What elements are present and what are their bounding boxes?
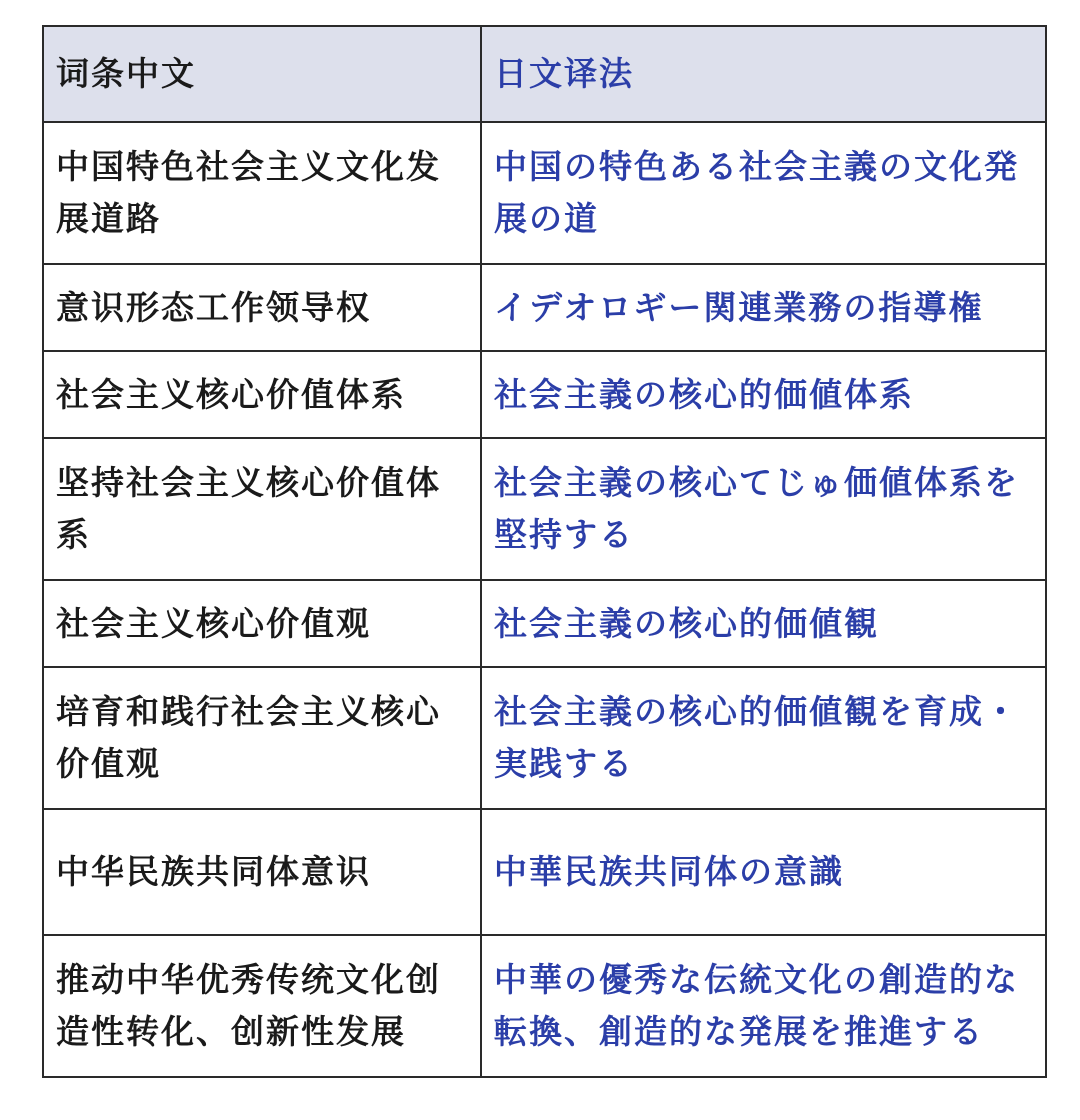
- table-row: [43, 438, 1046, 580]
- table-row: [43, 935, 1046, 1077]
- table-row: [43, 122, 1046, 264]
- term-japanese: 社会主義の核心的価値体系: [481, 351, 1046, 438]
- term-chinese: 中国特色社会主义文化发展道路: [43, 122, 481, 264]
- term-japanese: 中国の特色ある社会主義の文化発展の道: [481, 122, 1046, 264]
- table-row: [43, 667, 1046, 809]
- term-japanese: 社会主義の核心てじゅ価値体系を堅持する: [481, 438, 1046, 580]
- term-japanese: 中華の優秀な伝統文化の創造的な転換、創造的な発展を推進する: [481, 935, 1046, 1077]
- header-chinese: 词条中文: [43, 26, 481, 122]
- term-chinese: 意识形态工作领导权: [43, 264, 481, 351]
- term-chinese: 中华民族共同体意识: [43, 809, 481, 935]
- table-row: [43, 809, 1046, 935]
- term-japanese: イデオロギー関連業務の指導権: [481, 264, 1046, 351]
- term-chinese: 社会主义核心价值观: [43, 580, 481, 667]
- table-row: [43, 580, 1046, 667]
- term-chinese: 社会主义核心价值体系: [43, 351, 481, 438]
- term-japanese: 中華民族共同体の意識: [481, 809, 1046, 935]
- glossary-table: [42, 25, 1047, 1078]
- term-chinese: 培育和践行社会主义核心价值观: [43, 667, 481, 809]
- term-chinese: 推动中华优秀传统文化创造性转化、创新性发展: [43, 935, 481, 1077]
- term-japanese: 社会主義の核心的価値観を育成・実践する: [481, 667, 1046, 809]
- table-row: [43, 264, 1046, 351]
- table-row: [43, 351, 1046, 438]
- term-chinese: 坚持社会主义核心价值体系: [43, 438, 481, 580]
- term-japanese: 社会主義の核心的価値観: [481, 580, 1046, 667]
- table-header-row: [43, 26, 1046, 122]
- header-japanese: 日文译法: [481, 26, 1046, 122]
